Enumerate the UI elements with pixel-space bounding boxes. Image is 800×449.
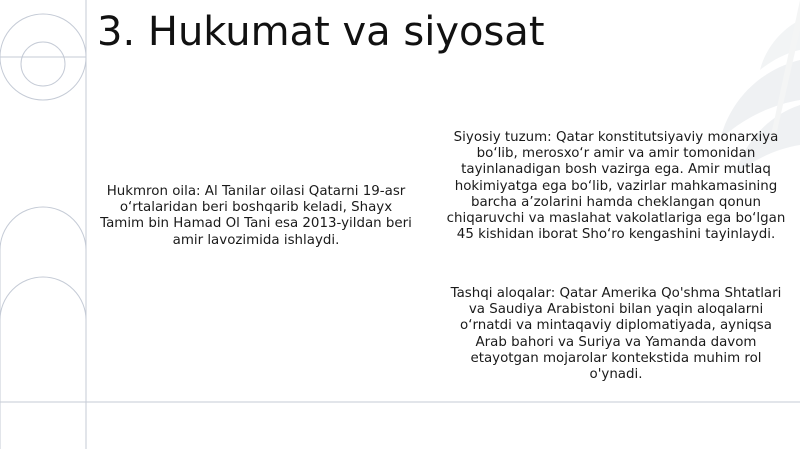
slide-title: 3. Hukumat va siyosat: [97, 9, 545, 55]
inner-circle: [21, 42, 65, 86]
political-system-text: Siyosiy tuzum: Qatar konstitutsiyaviy monarxiya bo‘lib, merosxo‘r amir va amir tomonidan tayinlanadigan bosh vazirga ega. Amir mutlaq hokimiyatga ega bo‘lib, vazirlar mahkamasining barcha a’zolarini hamda cheklangan qonun chiqaruvchi va maslahat vakolatlariga ega bo‘lgan 45 kishidan iborat Sho‘ro kengashini tayinlaydi.: [446, 130, 786, 243]
upper-arch: [0, 207, 86, 250]
foreign-relations-text: Tashqi aloqalar: Qatar Amerika Qo'shma Shtatlari va Saudiya Arabistoni bilan yaqin aloqalarni o‘rnatdi va mintaqaviy diplomatiyada, ayniqsa Arab bahori va Suriya va Yamanda davom etayotgan mojarolar kontekstida muhim rol o'ynadi.: [450, 286, 782, 383]
lower-arch: [0, 277, 86, 320]
ruling-family-text: Hukmron oila: Al Tanilar oilasi Qatarni 19-asr o‘rtalaridan beri boshqarib keladi, Shayx Tamim bin Hamad Ol Tani esa 2013-yildan beri amir lavozimida ishlaydi.: [100, 184, 412, 248]
